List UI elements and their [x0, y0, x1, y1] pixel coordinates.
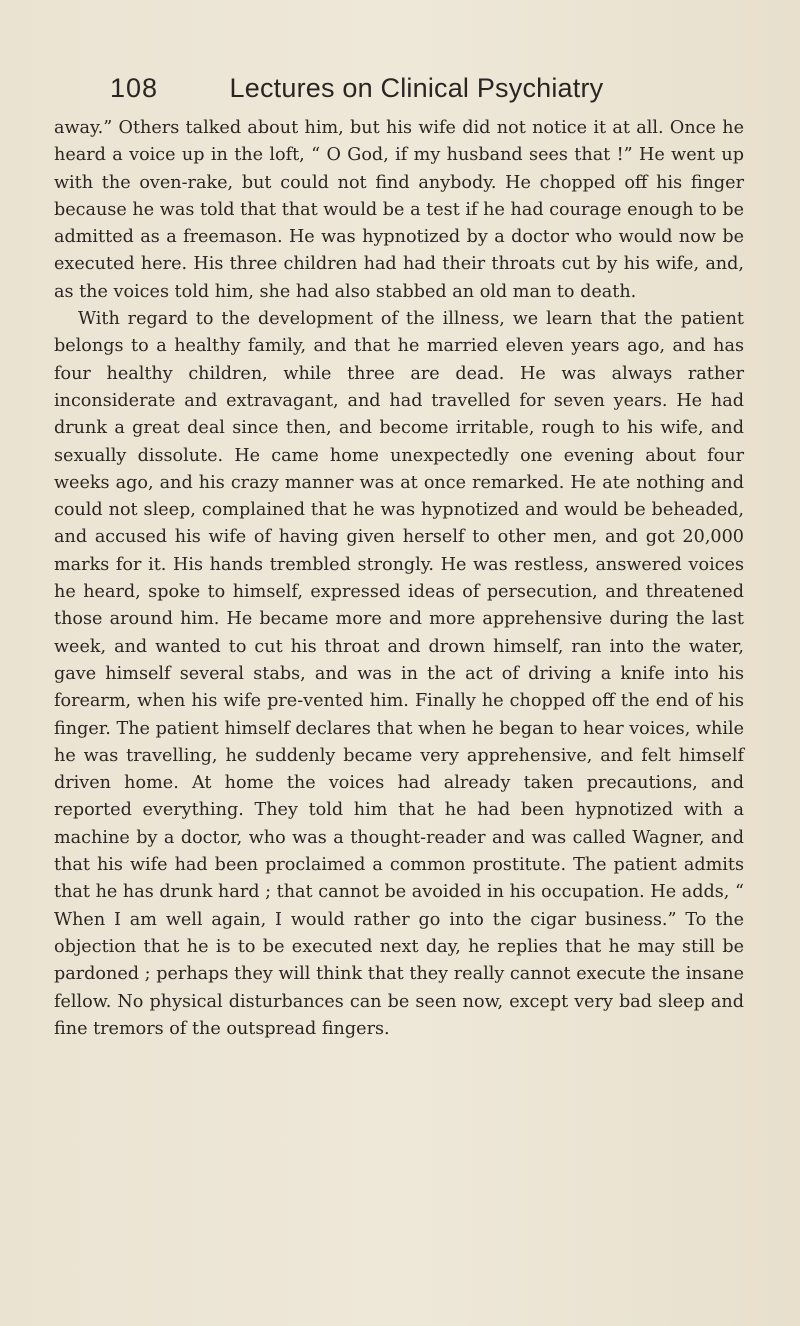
body-text [54, 115, 744, 1043]
page-header [110, 64, 670, 112]
paragraph-2: With regard to the development of the illness, we learn that the patient belongs to a healthy family, and that he married eleven years ago, and has four healthy children, while three are dead. He was always rather inconsiderate and extravagant, and had travelled for seven years. He had drunk a great deal since then, and become irritable, rough to his wife, and sexually dissolute. He came home unexpectedly one evening about four weeks ago, and his crazy manner was at once remarked. He ate nothing and could not sleep, complained that he was hypnotized and would be beheaded, and accused his wife of having given herself to other men, and got 20,000 marks for it. His hands trembled strongly. He was restless, answered voices he heard, spoke to himself, expressed ideas of persecution, and threatened those around him. He became more and more apprehensive during the last week, and wanted to cut his throat and drown himself, ran into the water, gave himself several stabs, and was in the act of driving a knife into his forearm, when his wife pre-vented him. Finally he chopped off the end of his finger. The patient himself declares that when he began to hear voices, while he was travelling, he suddenly became very apprehensive, and felt himself driven home. At home the voices had already taken precautions, and reported everything. They told him that he had been hypnotized with a machine by a doctor, who was a thought-reader and was called Wagner, and that his wife had been proclaimed a common prostitute. The patient admits that he has drunk hard ; that cannot be avoided in his occupation. He adds, “ When I am well again, I would rather go into the cigar business.” To the objection that he is to be executed next day, he replies that he may still be pardoned ; perhaps they will think that they really cannot execute the insane fellow. No physical disturbances can be seen now, except very bad sleep and fine tremors of the outspread fingers. [54, 309, 744, 1039]
paragraph-1: away.” Others talked about him, but his wife did not notice it at all. Once he heard a voice up in the loft, “ O God, if my husband sees that !” He went up with the oven-rake, but could not find anybody. He chopped off his finger because he was told that that would be a test if he had courage enough to be admitted as a freemason. He was hypnotized by a doctor who would now be executed here. His three children had had their throats cut by his wife, and, as the voices told him, she had also stabbed an old man to death. [54, 118, 744, 302]
page-number: 108 [110, 73, 159, 103]
running-title: Lectures on Clinical Psychiatry [229, 73, 604, 103]
